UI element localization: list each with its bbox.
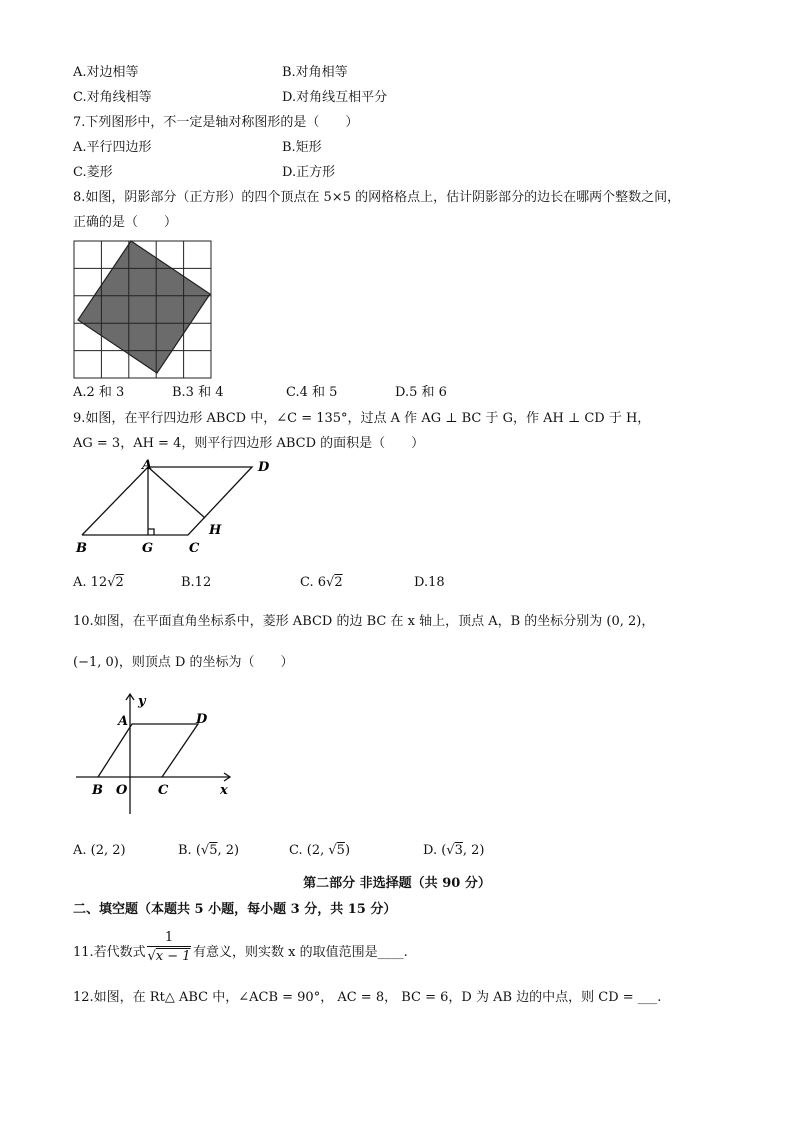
q9-option-d: D.18 bbox=[414, 575, 445, 590]
q8-grid-figure bbox=[73, 240, 213, 380]
q11-post: 有意义，则实数 x 的取值范围是____. bbox=[193, 945, 408, 960]
label-x: x bbox=[220, 783, 228, 798]
label-O: O bbox=[116, 783, 128, 798]
label-A: A bbox=[142, 458, 153, 473]
q10-option-a: A. (2, 2) bbox=[73, 843, 126, 858]
q6-option-b: B.对角相等 bbox=[282, 65, 348, 80]
q7-stem: 7.下列图形中，不一定是轴对称图形的是（ ） bbox=[73, 115, 359, 130]
q10-option-c-post: ) bbox=[344, 843, 351, 858]
q10-option-d-post: , 2) bbox=[462, 843, 485, 858]
q9-parallelogram-figure bbox=[72, 458, 282, 558]
q11-denominator: √x − 1 bbox=[147, 946, 191, 965]
q10-coordinate-figure bbox=[72, 688, 242, 818]
q12-stem: 12.如图，在 Rt△ ABC 中，∠ACB = 90°， AC = 8， BC = 6，D 为 AB 边的中点，则 CD = ___. bbox=[73, 990, 662, 1005]
label-y: y bbox=[138, 694, 146, 709]
label-C: C bbox=[158, 783, 169, 798]
label-D: D bbox=[258, 460, 270, 475]
q8-option-a: A.2 和 3 bbox=[73, 385, 125, 400]
q8-stem-line2: 正确的是（ ） bbox=[73, 215, 178, 230]
q6-option-a: A.对边相等 bbox=[73, 65, 139, 80]
q10-option-d: D. (√3, 2) bbox=[423, 843, 485, 858]
q8-option-d: D.5 和 6 bbox=[395, 385, 447, 400]
q11-radicand: x − 1 bbox=[155, 949, 191, 964]
q10-option-d-radicand: 3 bbox=[454, 843, 463, 858]
q10-option-b-radicand: 5 bbox=[209, 843, 218, 858]
q11-numerator: 1 bbox=[164, 930, 174, 945]
q11-pre: 11.若代数式 bbox=[73, 945, 146, 960]
q8-option-c: C.4 和 5 bbox=[286, 385, 338, 400]
q8-stem-line1: 8.如图，阴影部分（正方形）的四个顶点在 5×5 的网格格点上，估计阴影部分的边长在哪两个整数之间， bbox=[73, 190, 681, 205]
q9-option-c: C. 6√2 bbox=[300, 575, 343, 590]
q10-option-d-pre: D. ( bbox=[423, 843, 447, 858]
q10-option-c-pre: C. (2, bbox=[289, 843, 329, 858]
shaded-square bbox=[78, 241, 210, 373]
label-D: D bbox=[196, 712, 208, 727]
q10-option-b-post: , 2) bbox=[217, 843, 240, 858]
q10-option-c-radicand: 5 bbox=[336, 843, 345, 858]
label-B: B bbox=[92, 783, 103, 798]
q9-option-a: A. 12√2 bbox=[73, 575, 124, 590]
q9-option-b: B.12 bbox=[181, 575, 212, 590]
q7-option-a: A.平行四边形 bbox=[73, 140, 152, 155]
q7-option-c: C.菱形 bbox=[73, 165, 113, 180]
q10-stem-line1: 10.如图，在平面直角坐标系中，菱形 ABCD 的边 BC 在 x 轴上，顶点 A，B 的坐标分别为 (0, 2)， bbox=[73, 614, 655, 629]
q9-stem-line2: AG = 3，AH = 4，则平行四边形 ABCD 的面积是（ ） bbox=[73, 436, 425, 451]
q10-option-b: B. (√5, 2) bbox=[178, 843, 240, 858]
q10-option-c: C. (2, √5) bbox=[289, 843, 351, 858]
label-H: H bbox=[209, 523, 222, 538]
q7-option-b: B.矩形 bbox=[282, 140, 322, 155]
q9-option-a-radicand: 2 bbox=[115, 575, 124, 590]
q11-fraction bbox=[147, 929, 191, 965]
q7-option-d: D.正方形 bbox=[282, 165, 336, 180]
q9-stem-line1: 9.如图，在平行四边形 ABCD 中，∠C = 135°，过点 A 作 AG ⊥ BC 于 G，作 AH ⊥ CD 于 H， bbox=[73, 411, 651, 426]
section-fill-in-title: 二、填空题（本题共 5 小题，每小题 3 分，共 15 分） bbox=[73, 902, 397, 917]
label-C: C bbox=[189, 541, 200, 556]
q6-option-c: C.对角线相等 bbox=[73, 90, 152, 105]
q9-option-a-coef: A. 12 bbox=[73, 575, 108, 590]
part2-title: 第二部分 非选择题（共 90 分） bbox=[303, 876, 491, 891]
label-B: B bbox=[76, 541, 87, 556]
label-G: G bbox=[142, 541, 154, 556]
label-A: A bbox=[118, 714, 129, 729]
q10-stem-line2: (−1, 0)，则顶点 D 的坐标为（ ） bbox=[73, 655, 294, 670]
q10-option-b-pre: B. ( bbox=[178, 843, 201, 858]
q8-option-b: B.3 和 4 bbox=[172, 385, 224, 400]
q9-option-c-radicand: 2 bbox=[334, 575, 343, 590]
q9-option-c-coef: C. 6 bbox=[300, 575, 327, 590]
q6-option-d: D.对角线互相平分 bbox=[282, 90, 388, 105]
